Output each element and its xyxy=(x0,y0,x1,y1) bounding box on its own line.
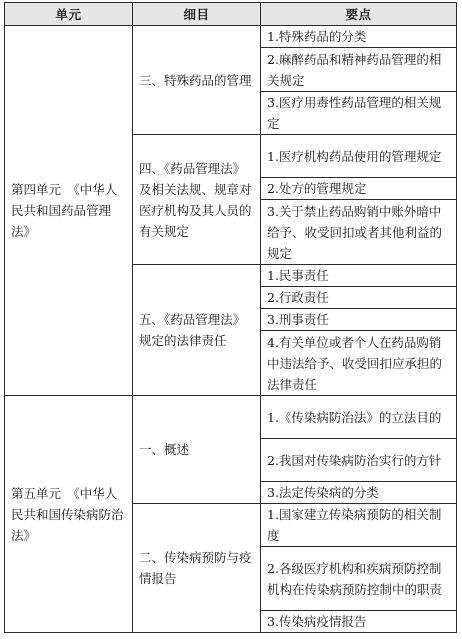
topic-cell: 四、《药品管理法》及相关法规、规章对医疗机构及其人员的有关规定 xyxy=(133,135,261,265)
point-cell: 2.麻醉药品和精神药品管理的相关规定 xyxy=(261,48,457,92)
point-cell: 3.传染病疫情报告 xyxy=(261,611,457,633)
point-cell: 3.法定传染病的分类 xyxy=(261,482,457,504)
topic-cell: 五、《药品管理法》规定的法律责任 xyxy=(133,265,261,396)
point-cell: 1.医疗机构药品使用的管理规定 xyxy=(261,135,457,178)
table-header-row xyxy=(5,3,457,26)
point-cell: 3.刑事责任 xyxy=(261,309,457,331)
point-cell: 2.行政责任 xyxy=(261,287,457,309)
header-key-points: 要点 xyxy=(261,3,457,26)
topic-cell: 二、传染病预防与疫情报告 xyxy=(133,504,261,633)
point-cell: 3.医疗用毒性药品管理的相关规定 xyxy=(261,92,457,135)
point-cell: 4.有关单位或者个人在药品购销中违法给予、收受回扣应承担的法律责任 xyxy=(261,331,457,396)
point-cell: 2.各级医疗机构和疾病预防控制机构在传染病预防控制中的职责 xyxy=(261,547,457,611)
point-cell: 2.我国对传染病防治实行的方针 xyxy=(261,439,457,482)
topic-cell: 一、概述 xyxy=(133,396,261,504)
syllabus-table xyxy=(4,2,457,633)
point-cell: 1.特殊药品的分类 xyxy=(261,26,457,48)
unit-cell: 第五单元 《中华人民共和国传染病防治法》 xyxy=(5,396,133,633)
point-cell: 1.民事责任 xyxy=(261,265,457,287)
point-cell: 1.国家建立传染病预防的相关制度 xyxy=(261,504,457,547)
topic-cell: 三、特殊药品的管理 xyxy=(133,26,261,135)
point-cell: 3.关于禁止药品购销中账外暗中给予、收受回扣或者其他利益的规定 xyxy=(261,200,457,265)
header-unit: 单元 xyxy=(5,3,133,26)
table-row xyxy=(5,26,457,48)
header-item: 细目 xyxy=(133,3,261,26)
table-row xyxy=(5,396,457,439)
document-page xyxy=(4,2,456,633)
point-cell: 2.处方的管理规定 xyxy=(261,178,457,200)
unit-cell: 第四单元 《中华人民共和国药品管理法》 xyxy=(5,26,133,396)
point-cell: 1.《传染病防治法》的立法目的 xyxy=(261,396,457,439)
